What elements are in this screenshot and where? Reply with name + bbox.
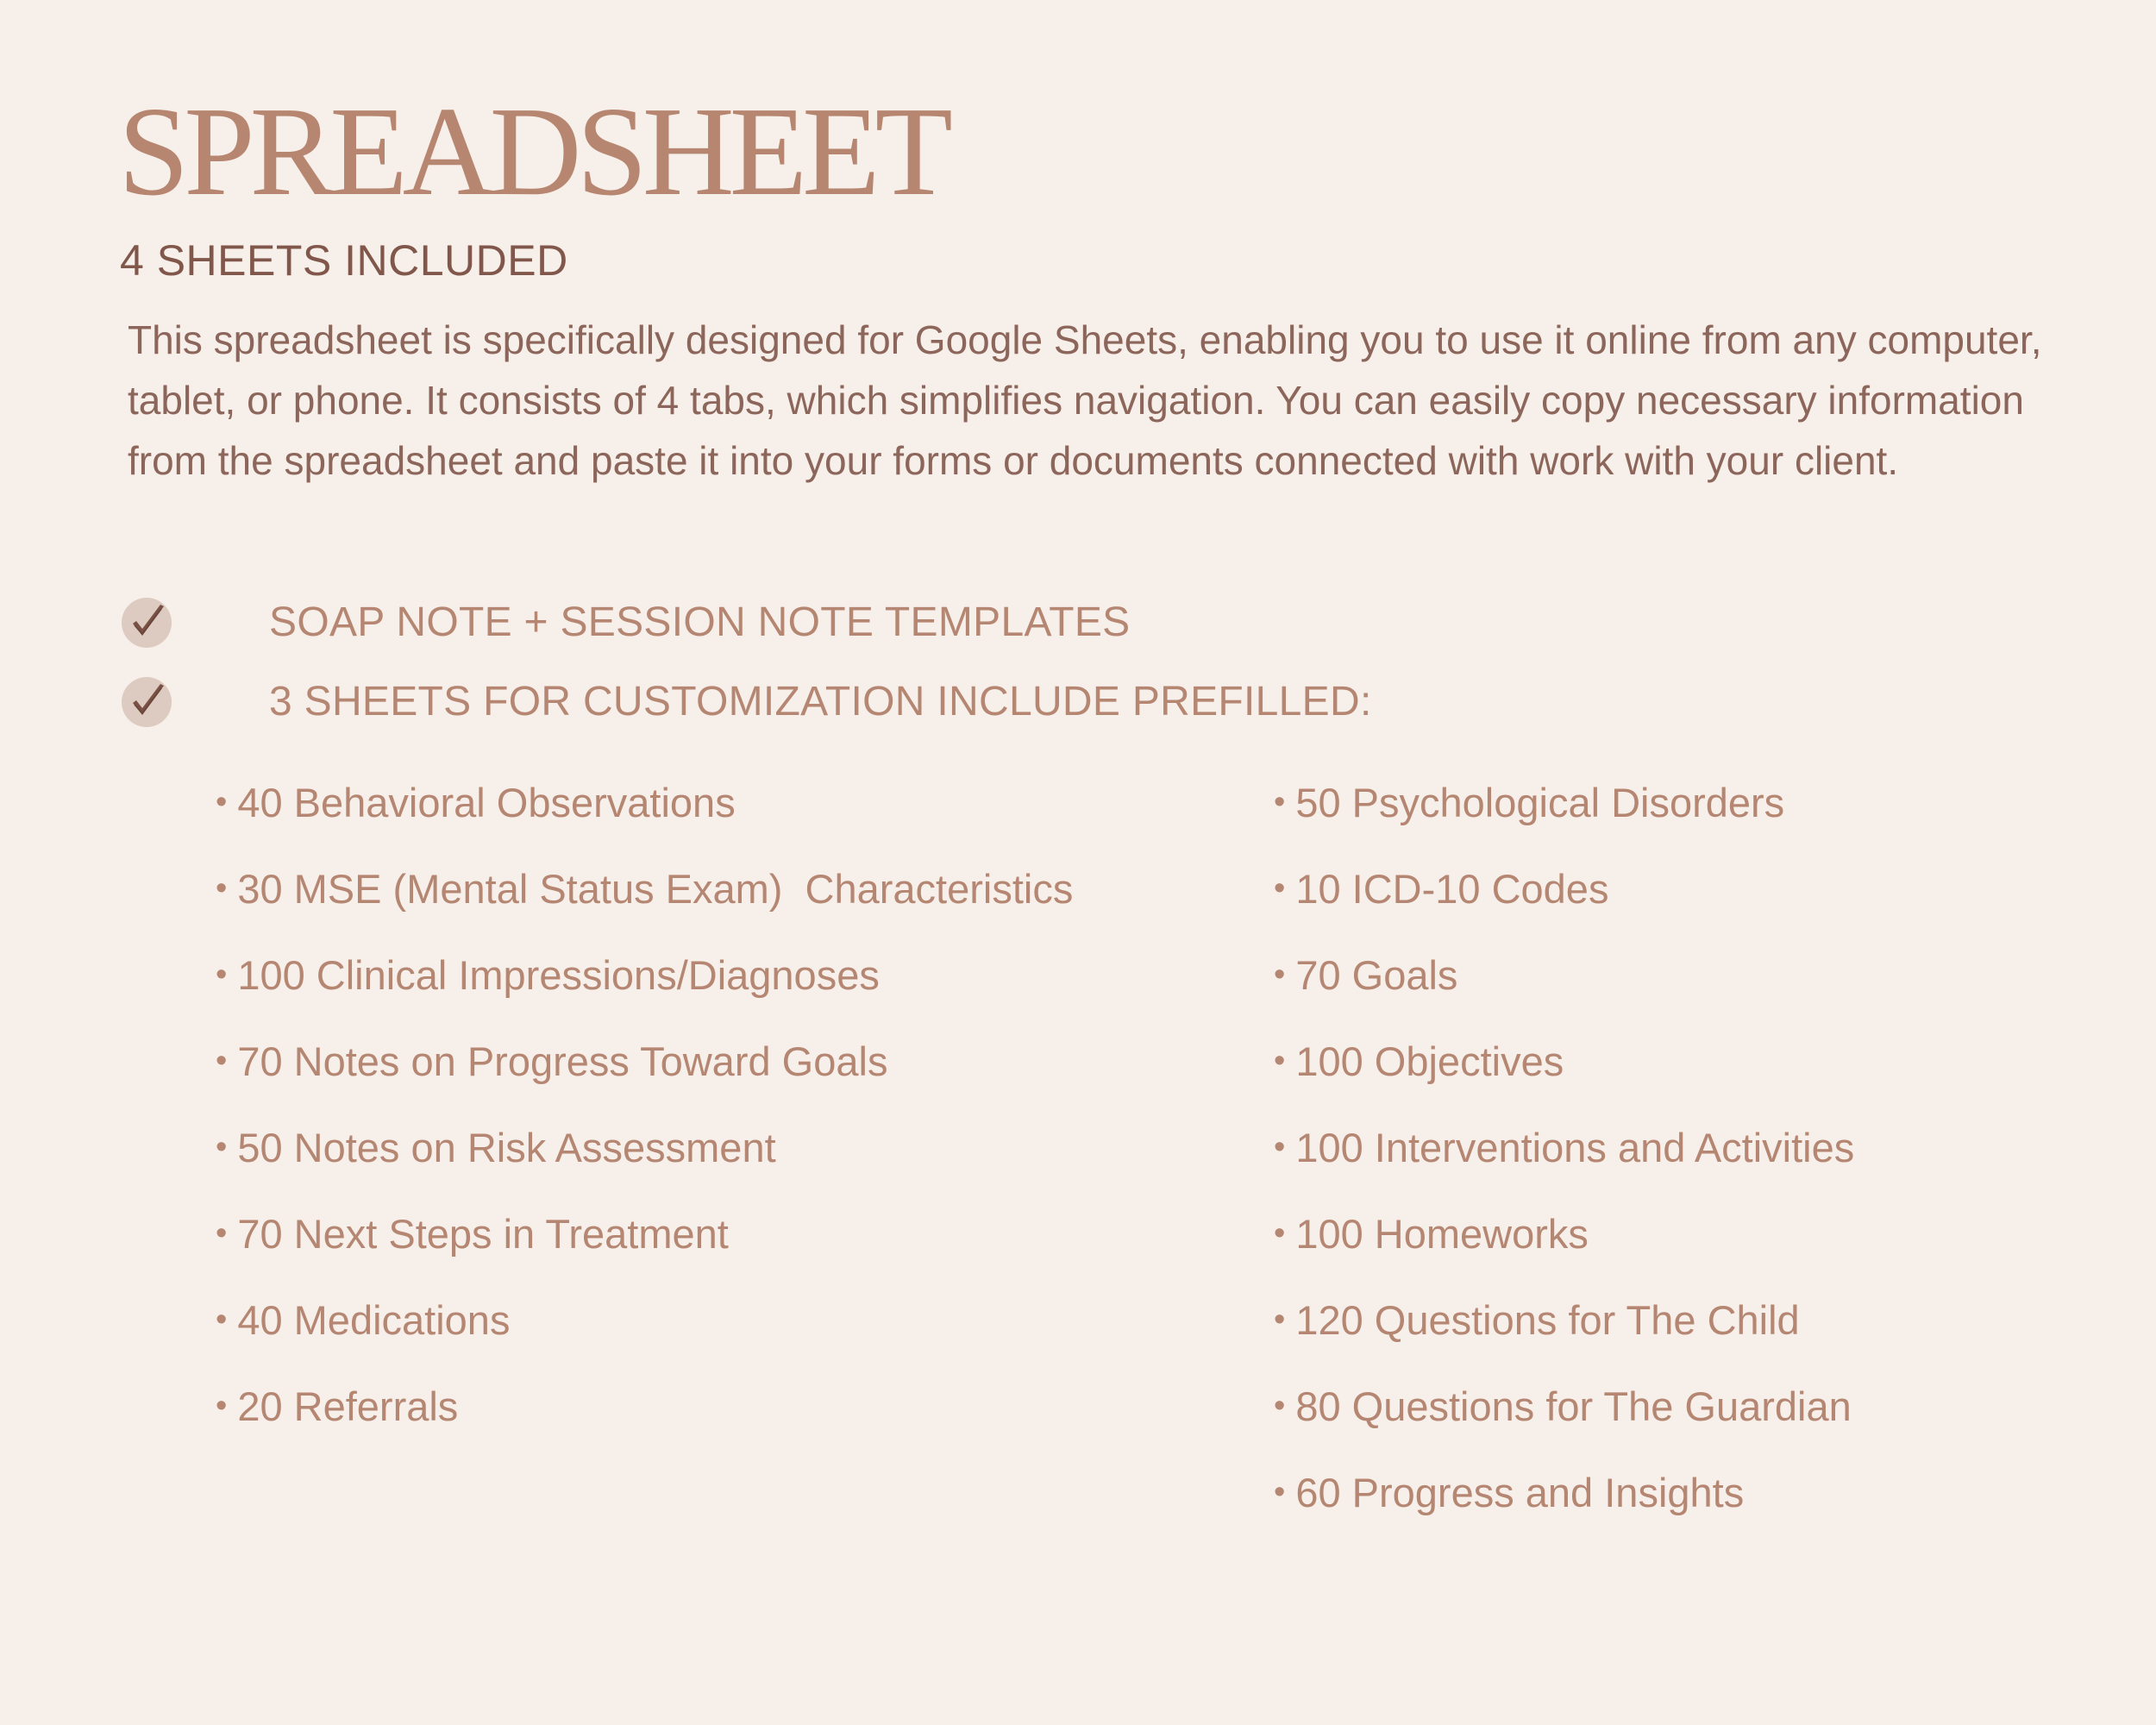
bullet-icon: •	[216, 784, 228, 820]
list-item-text: 50 Notes on Risk Assessment	[237, 1124, 776, 1170]
bullet-icon: •	[216, 1043, 228, 1079]
page-subtitle: 4 SHEETS INCLUDED	[120, 236, 568, 285]
list-item-text: 80 Questions for The Guardian	[1295, 1383, 1852, 1429]
list-item-text: 70 Goals	[1295, 951, 1458, 998]
list-item	[1274, 1190, 1854, 1276]
bullet-icon: •	[1274, 1215, 1286, 1251]
list-item	[216, 1276, 1073, 1363]
page-title: SPREADSHEET	[118, 81, 948, 223]
list-item-text: 40 Behavioral Observations	[237, 779, 736, 825]
checkmark-icon	[121, 597, 172, 649]
prefilled-list-right	[1274, 759, 1854, 1535]
bullet-icon: •	[1274, 1043, 1286, 1079]
description-paragraph: This spreadsheet is specifically designed for Google Sheets, enabling you to use it online from any computer, tablet, or phone. It consists of 4 tabs, which simplifies navigation. You can easily copy necessary information from the spreadsheet and paste it into your forms or documents connected with work with your client.	[128, 317, 2042, 483]
list-item-text: 100 Homeworks	[1295, 1210, 1589, 1257]
list-item	[1274, 1018, 1854, 1104]
bullet-icon: •	[1274, 957, 1286, 993]
bullet-icon: •	[216, 1302, 228, 1338]
list-item	[1274, 1104, 1854, 1190]
feature-row-templates	[121, 595, 1130, 650]
list-item-text: 100 Objectives	[1295, 1038, 1564, 1084]
list-item	[1274, 1449, 1854, 1535]
list-item	[1274, 1276, 1854, 1363]
list-item	[1274, 845, 1854, 932]
bullet-icon: •	[1274, 1302, 1286, 1338]
bullet-icon: •	[216, 1388, 228, 1424]
list-item-text: 10 ICD-10 Codes	[1295, 865, 1609, 912]
list-item-text: 120 Questions for The Child	[1295, 1296, 1800, 1343]
bullet-icon: •	[216, 1215, 228, 1251]
list-item	[1274, 932, 1854, 1018]
bullet-icon: •	[1274, 784, 1286, 820]
list-item	[1274, 759, 1854, 845]
list-item	[216, 1190, 1073, 1276]
list-item-text: 70 Next Steps in Treatment	[237, 1210, 729, 1257]
list-item	[216, 759, 1073, 845]
list-item-text: 30 MSE (Mental Status Exam) Characteristics	[237, 865, 1074, 912]
feature-label: SOAP NOTE + SESSION NOTE TEMPLATES	[269, 599, 1131, 645]
feature-label: 3 SHEETS FOR CUSTOMIZATION INCLUDE PREFILLED:	[269, 679, 1372, 724]
list-item-text: 70 Notes on Progress Toward Goals	[237, 1038, 888, 1084]
list-item	[216, 932, 1073, 1018]
list-item-text: 100 Clinical Impressions/Diagnoses	[237, 951, 880, 998]
bullet-icon: •	[1274, 870, 1286, 906]
list-item	[216, 845, 1073, 932]
bullet-icon: •	[1274, 1129, 1286, 1165]
list-item	[1274, 1363, 1854, 1449]
list-item	[216, 1104, 1073, 1190]
list-item	[216, 1018, 1073, 1104]
bullet-icon: •	[1274, 1388, 1286, 1424]
bullet-icon: •	[216, 870, 228, 906]
feature-row-customization	[121, 674, 1372, 730]
bullet-icon: •	[216, 957, 228, 993]
prefilled-list-left	[216, 759, 1073, 1449]
checkmark-icon	[121, 676, 172, 728]
list-item-text: 50 Psychological Disorders	[1295, 779, 1785, 825]
bullet-icon: •	[216, 1129, 228, 1165]
list-item	[216, 1363, 1073, 1449]
list-item-text: 100 Interventions and Activities	[1295, 1124, 1855, 1170]
bullet-icon: •	[1274, 1474, 1286, 1510]
list-item-text: 20 Referrals	[237, 1383, 459, 1429]
list-item-text: 40 Medications	[237, 1296, 511, 1343]
list-item-text: 60 Progress and Insights	[1295, 1469, 1745, 1515]
